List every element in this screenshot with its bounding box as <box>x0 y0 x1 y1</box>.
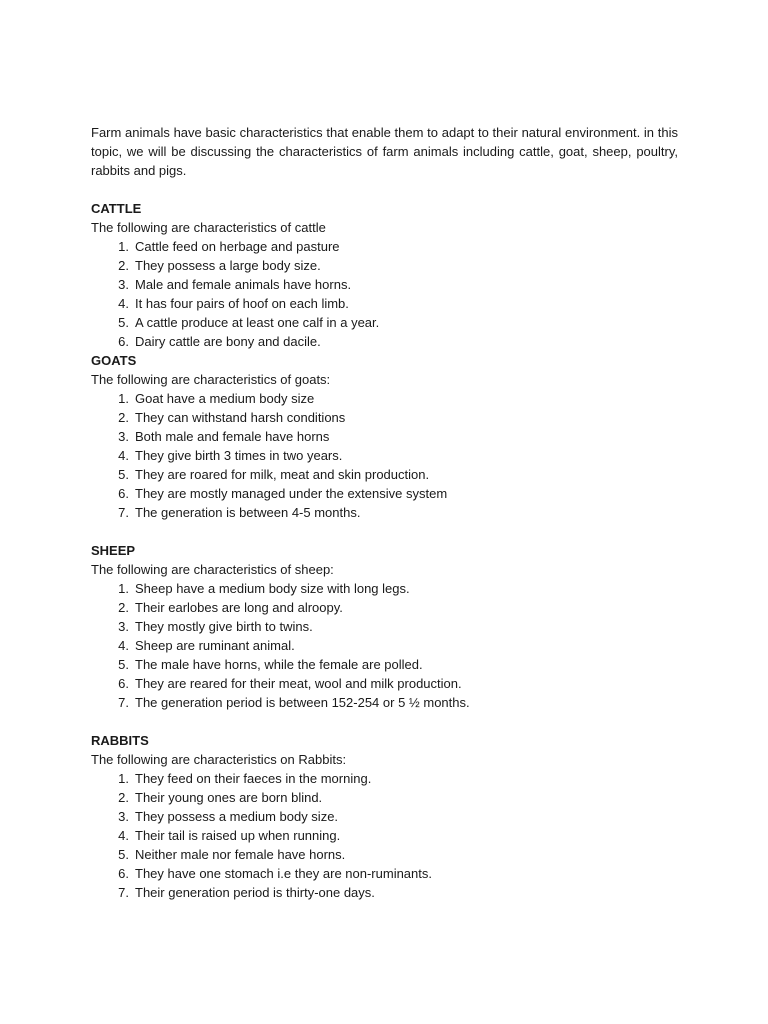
list-item-text: Neither male nor female have horns. <box>135 847 346 862</box>
section-lead: The following are characteristics of sheep: <box>91 562 334 577</box>
list-item-text: They possess a medium body size. <box>135 809 339 824</box>
list-item <box>91 598 678 617</box>
list-item-text: They have one stomach i.e they are non-ruminants. <box>135 866 432 881</box>
list-item <box>91 826 678 845</box>
list-number: 1. <box>118 391 129 406</box>
list-item-text: Their tail is raised up when running. <box>135 828 341 843</box>
list-item-text: The generation period is between 152-254 or 5 ½ months. <box>135 695 470 710</box>
list-item <box>91 446 678 465</box>
list-item <box>91 389 678 408</box>
list-number: 5. <box>118 315 129 330</box>
list-item <box>91 693 678 712</box>
sections-container <box>91 199 678 902</box>
list-item <box>91 883 678 902</box>
list-number: 3. <box>118 277 129 292</box>
intro-paragraph: Farm animals have basic characteristics that enable them to adapt to their natural environment. in this topic, we will be discussing the characteristics of farm animals including cattle, goat, sheep, poultry, rabbits and pigs. <box>91 125 678 178</box>
list-item <box>91 845 678 864</box>
list-item-text: Cattle feed on herbage and pasture <box>135 239 340 254</box>
list-number: 2. <box>118 600 129 615</box>
list-item-text: Their generation period is thirty-one days. <box>135 885 375 900</box>
list-item <box>91 313 678 332</box>
list-number: 5. <box>118 657 129 672</box>
section-goats <box>91 351 678 522</box>
list-item-text: Dairy cattle are bony and dacile. <box>135 334 321 349</box>
list-number: 7. <box>118 505 129 520</box>
list-number: 3. <box>118 809 129 824</box>
section-heading: GOATS <box>91 353 137 368</box>
blank-line <box>91 522 678 541</box>
list-item <box>91 674 678 693</box>
list-number: 2. <box>118 410 129 425</box>
characteristics-list <box>91 389 678 522</box>
list-number: 1. <box>118 581 129 596</box>
section-heading: RABBITS <box>91 733 149 748</box>
list-item <box>91 465 678 484</box>
list-item-text: Both male and female have horns <box>135 429 330 444</box>
list-item-text: They mostly give birth to twins. <box>135 619 313 634</box>
list-item <box>91 503 678 522</box>
list-item-text: They possess a large body size. <box>135 258 321 273</box>
list-number: 4. <box>118 828 129 843</box>
list-item-text: Their earlobes are long and alroopy. <box>135 600 343 615</box>
list-item-text: They are reared for their meat, wool and milk production. <box>135 676 462 691</box>
section-heading: SHEEP <box>91 543 136 558</box>
list-number: 4. <box>118 448 129 463</box>
list-item <box>91 484 678 503</box>
blank-line <box>91 180 678 199</box>
characteristics-list <box>91 237 678 351</box>
list-item-text: Male and female animals have horns. <box>135 277 352 292</box>
section-lead: The following are characteristics on Rabbits: <box>91 752 347 767</box>
section-lead: The following are characteristics of goats: <box>91 372 331 387</box>
list-number: 7. <box>118 695 129 710</box>
list-number: 4. <box>118 296 129 311</box>
list-number: 2. <box>118 258 129 273</box>
list-number: 6. <box>118 676 129 691</box>
document-body <box>91 123 678 902</box>
list-item <box>91 427 678 446</box>
list-number: 2. <box>118 790 129 805</box>
list-item <box>91 408 678 427</box>
section-cattle <box>91 199 678 351</box>
list-item <box>91 332 678 351</box>
list-item-text: They are mostly managed under the extensive system <box>135 486 448 501</box>
list-item-text: A cattle produce at least one calf in a year. <box>135 315 380 330</box>
characteristics-list <box>91 769 678 902</box>
list-item <box>91 788 678 807</box>
list-item <box>91 294 678 313</box>
list-number: 6. <box>118 866 129 881</box>
list-number: 5. <box>118 847 129 862</box>
list-number: 1. <box>118 239 129 254</box>
list-item-text: Sheep are ruminant animal. <box>135 638 295 653</box>
section-heading: CATTLE <box>91 201 142 216</box>
list-item <box>91 237 678 256</box>
list-number: 3. <box>118 429 129 444</box>
list-number: 1. <box>118 771 129 786</box>
list-item <box>91 256 678 275</box>
list-number: 6. <box>118 486 129 501</box>
list-item-text: They feed on their faeces in the morning. <box>135 771 372 786</box>
list-number: 6. <box>118 334 129 349</box>
list-item-text: It has four pairs of hoof on each limb. <box>135 296 349 311</box>
list-item <box>91 275 678 294</box>
list-item-text: The generation is between 4-5 months. <box>135 505 361 520</box>
list-item-text: They are roared for milk, meat and skin production. <box>135 467 430 482</box>
list-item-text: Their young ones are born blind. <box>135 790 323 805</box>
list-item-text: Goat have a medium body size <box>135 391 315 406</box>
list-item <box>91 636 678 655</box>
list-item <box>91 617 678 636</box>
list-item <box>91 579 678 598</box>
list-number: 3. <box>118 619 129 634</box>
section-sheep <box>91 541 678 712</box>
list-item-text: They can withstand harsh conditions <box>135 410 346 425</box>
list-number: 4. <box>118 638 129 653</box>
list-item-text: The male have horns, while the female are polled. <box>135 657 423 672</box>
list-item <box>91 807 678 826</box>
section-lead: The following are characteristics of cattle <box>91 220 326 235</box>
list-item-text: Sheep have a medium body size with long legs. <box>135 581 410 596</box>
list-item <box>91 655 678 674</box>
section-rabbits <box>91 731 678 902</box>
blank-line <box>91 712 678 731</box>
list-item <box>91 769 678 788</box>
list-number: 5. <box>118 467 129 482</box>
characteristics-list <box>91 579 678 712</box>
list-item-text: They give birth 3 times in two years. <box>135 448 343 463</box>
list-number: 7. <box>118 885 129 900</box>
list-item <box>91 864 678 883</box>
